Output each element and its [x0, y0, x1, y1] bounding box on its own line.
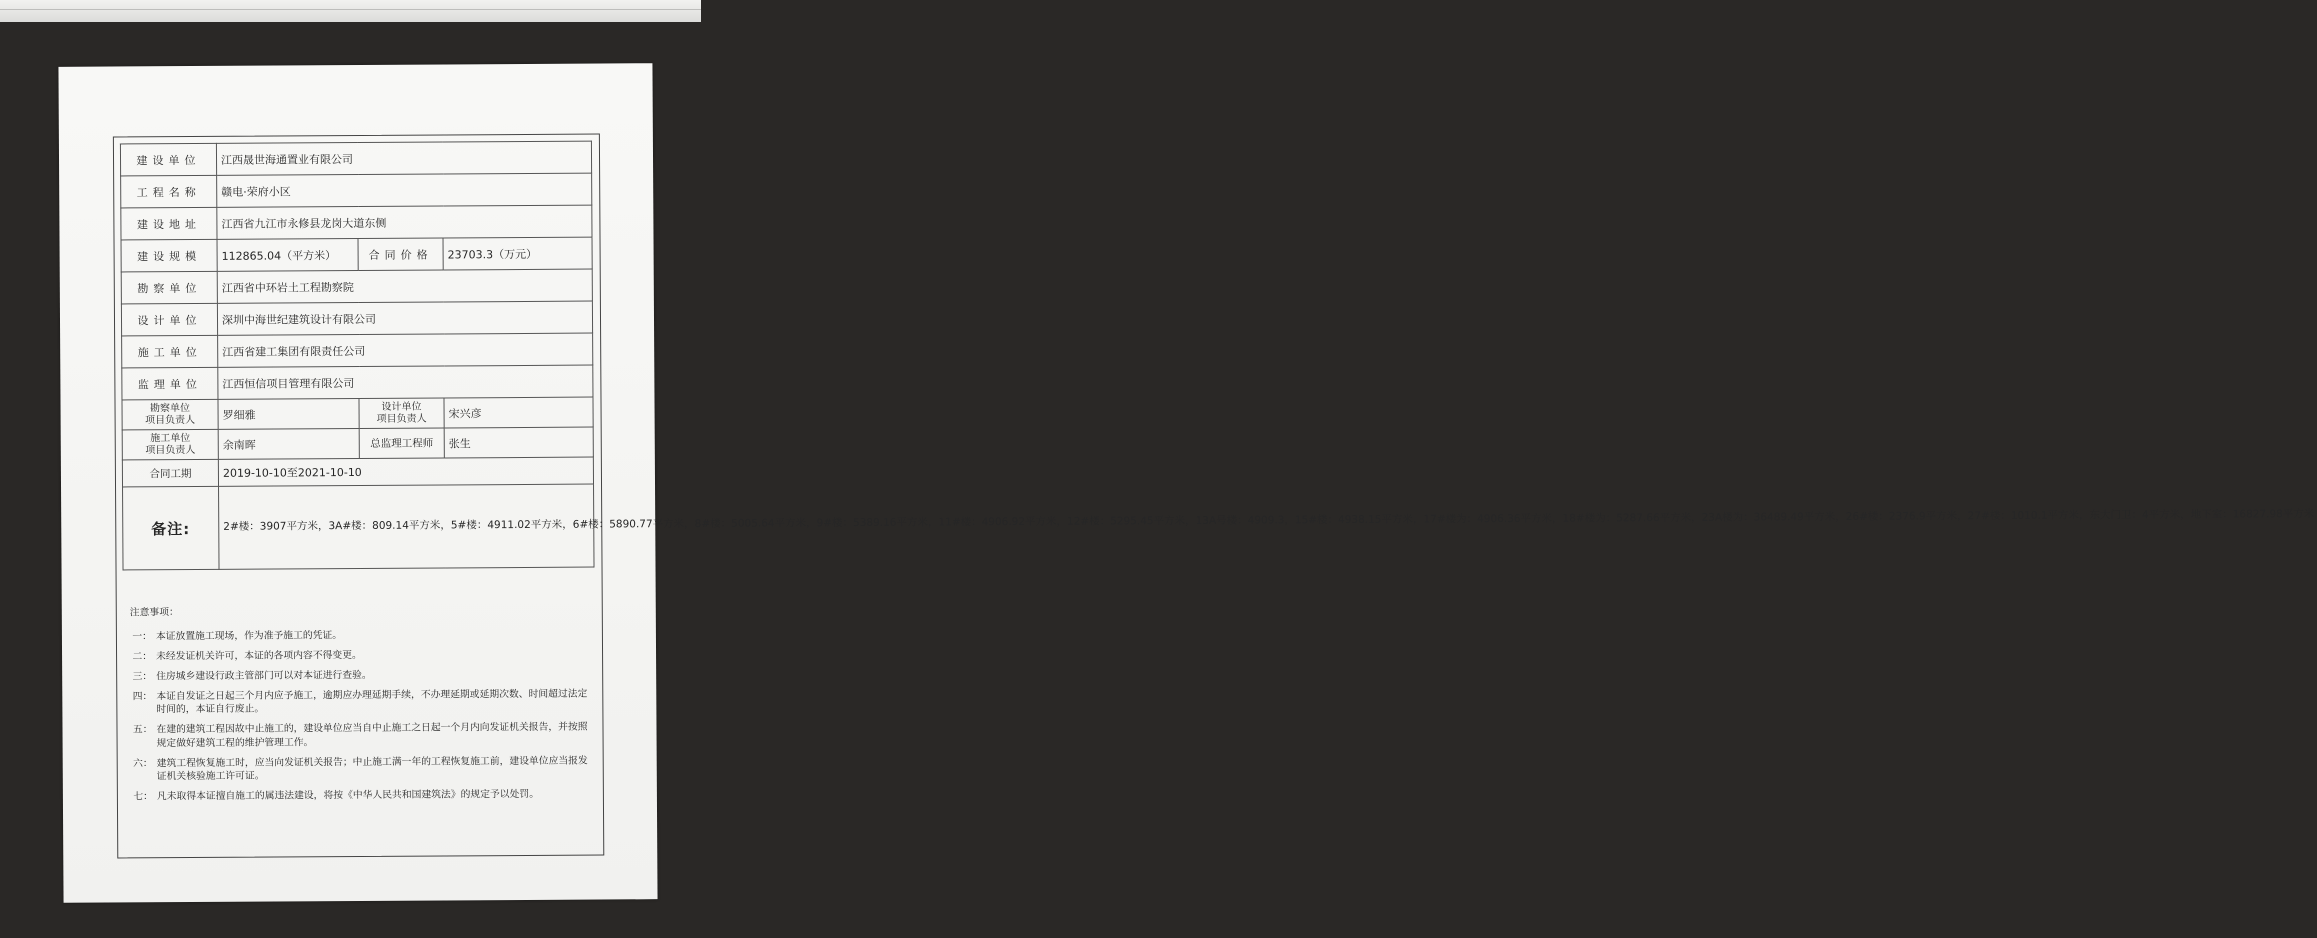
- field-value: 深圳中海世纪建筑设计有限公司: [217, 301, 592, 335]
- field-value: 赣电·荣府小区: [217, 173, 592, 207]
- notice-item-text: 本证自发证之日起三个月内应予施工，逾期应办理延期手续，不办理延期或延期次数、时间超过法定时间的，本证自行废止。: [156, 688, 588, 716]
- period-value: 2019-10-10至2021-10-10: [218, 457, 593, 486]
- notice-item-number: 四：: [132, 690, 153, 702]
- table-row: [122, 457, 593, 487]
- field-label: 建设规模: [121, 239, 217, 272]
- notice-item-number: 五：: [132, 724, 153, 736]
- table-row: [122, 365, 593, 400]
- notice-item-text: 凡未取得本证擅自施工的属违法建设，将按《中华人民共和国建筑法》的规定予以处罚。: [156, 788, 540, 803]
- notes-label: 备注:: [123, 486, 220, 570]
- notice-item: [130, 721, 592, 751]
- notice-item: [130, 627, 592, 643]
- table-row: [120, 141, 591, 176]
- notice-item-number: 二：: [132, 650, 153, 662]
- field-value: 江西省建工集团有限责任公司: [218, 333, 593, 367]
- person-label-line: 项目负责人: [145, 444, 196, 456]
- field-value: 江西省九江市永修县龙岗大道东侧: [217, 205, 592, 239]
- table-row: [121, 269, 592, 304]
- table-row: [122, 333, 593, 368]
- background-paper-stack: [0, 0, 701, 22]
- notice-item-text: 住房城乡建设行政主管部门可以对本证进行查验。: [156, 669, 372, 682]
- person-label: 总监理工程师: [359, 428, 444, 459]
- field-label: 勘察单位: [121, 271, 217, 304]
- notice-item-text: 未经发证机关许可，本证的各项内容不得变更。: [156, 649, 362, 662]
- permit-info-table: [120, 141, 2315, 571]
- notice-section: [130, 604, 593, 811]
- field-label: 施工单位: [122, 335, 218, 368]
- notice-item-number: 三：: [132, 670, 153, 682]
- field-label: 设计单位: [121, 303, 217, 336]
- table-row: [121, 173, 592, 208]
- notice-item-text: 在建的建筑工程因故中止施工的，建设单位应当自中止施工之日起一个月内向发证机关报告，并按照规定做好建筑工程的维护管理工作。: [156, 721, 588, 749]
- field-value: 江西恒信项目管理有限公司: [218, 365, 593, 399]
- table-row: [121, 301, 592, 336]
- person-value: 余南晖: [218, 428, 359, 459]
- person-label: [122, 429, 218, 460]
- person-value: 张生: [444, 427, 593, 458]
- person-label-line: 勘察单位: [150, 402, 191, 414]
- person-label-line: 施工单位: [150, 432, 191, 444]
- field-value: 江西晟世海通置业有限公司: [216, 141, 591, 175]
- person-value: 宋兴彦: [444, 397, 593, 428]
- permit-page: [58, 63, 2315, 903]
- field-label: 建设单位: [120, 143, 216, 176]
- period-label: 合同工期: [122, 459, 218, 487]
- notice-item: [131, 754, 593, 784]
- notice-item-text: 本证放置施工现场，作为准予施工的凭证。: [155, 629, 343, 642]
- field-value: 23703.3（万元）: [443, 237, 592, 270]
- notice-item: [130, 647, 592, 663]
- notice-title: 注意事项：: [129, 607, 179, 619]
- person-value: 罗细雅: [218, 398, 359, 429]
- notice-item: [130, 687, 592, 717]
- notice-item-text: 建筑工程恢复施工时，应当向发证机关报告；中止施工满一年的工程恢复施工前，建设单位应当报发证机关核验施工许可证。: [156, 755, 588, 783]
- person-label-line: 设计单位: [381, 401, 422, 413]
- notes-text: 2#楼：3907平方米，3A#楼：809.14平方米，5#楼：4911.02平方米，6#楼：5890.77平方米，8#楼：5005.64平方米，9#楼：5389.16平方米，11#楼：4906.92平方米，12#楼：5295.45平方米，13A号楼：4909.3，15#楼：4938.15平方米，17#楼为：4906.36平方米，18#楼为：5287.66平方米，23A楼为：36489.49平方米，26#楼：2376.9平方米，27#楼：1010.1平方米，东大门卫：4平方米，地下室：16827.98平方米: [219, 484, 595, 569]
- notice-item-number: 一：: [132, 630, 152, 642]
- person-label: [122, 399, 218, 430]
- table-row: [121, 205, 592, 240]
- person-label-line: 项目负责人: [145, 414, 196, 426]
- notice-item: [131, 788, 593, 804]
- person-label: [359, 398, 444, 429]
- table-row: [123, 484, 594, 570]
- person-label-line: 项目负责人: [376, 413, 427, 425]
- field-value: 江西省中环岩土工程勘察院: [217, 269, 592, 303]
- table-row: [122, 397, 593, 430]
- notice-item: [130, 667, 592, 683]
- table-row: [121, 237, 592, 272]
- permit-frame: [113, 134, 2315, 859]
- notice-item-number: 六：: [133, 757, 153, 769]
- field-label: 建设地址: [121, 207, 217, 240]
- field-value: 112865.04（平方米）: [217, 238, 358, 271]
- field-label: 工程名称: [121, 175, 217, 208]
- table-row: [122, 427, 593, 460]
- notice-item-number: 七：: [133, 791, 153, 803]
- field-label: 合同价格: [358, 238, 443, 271]
- field-label: 监理单位: [122, 367, 218, 400]
